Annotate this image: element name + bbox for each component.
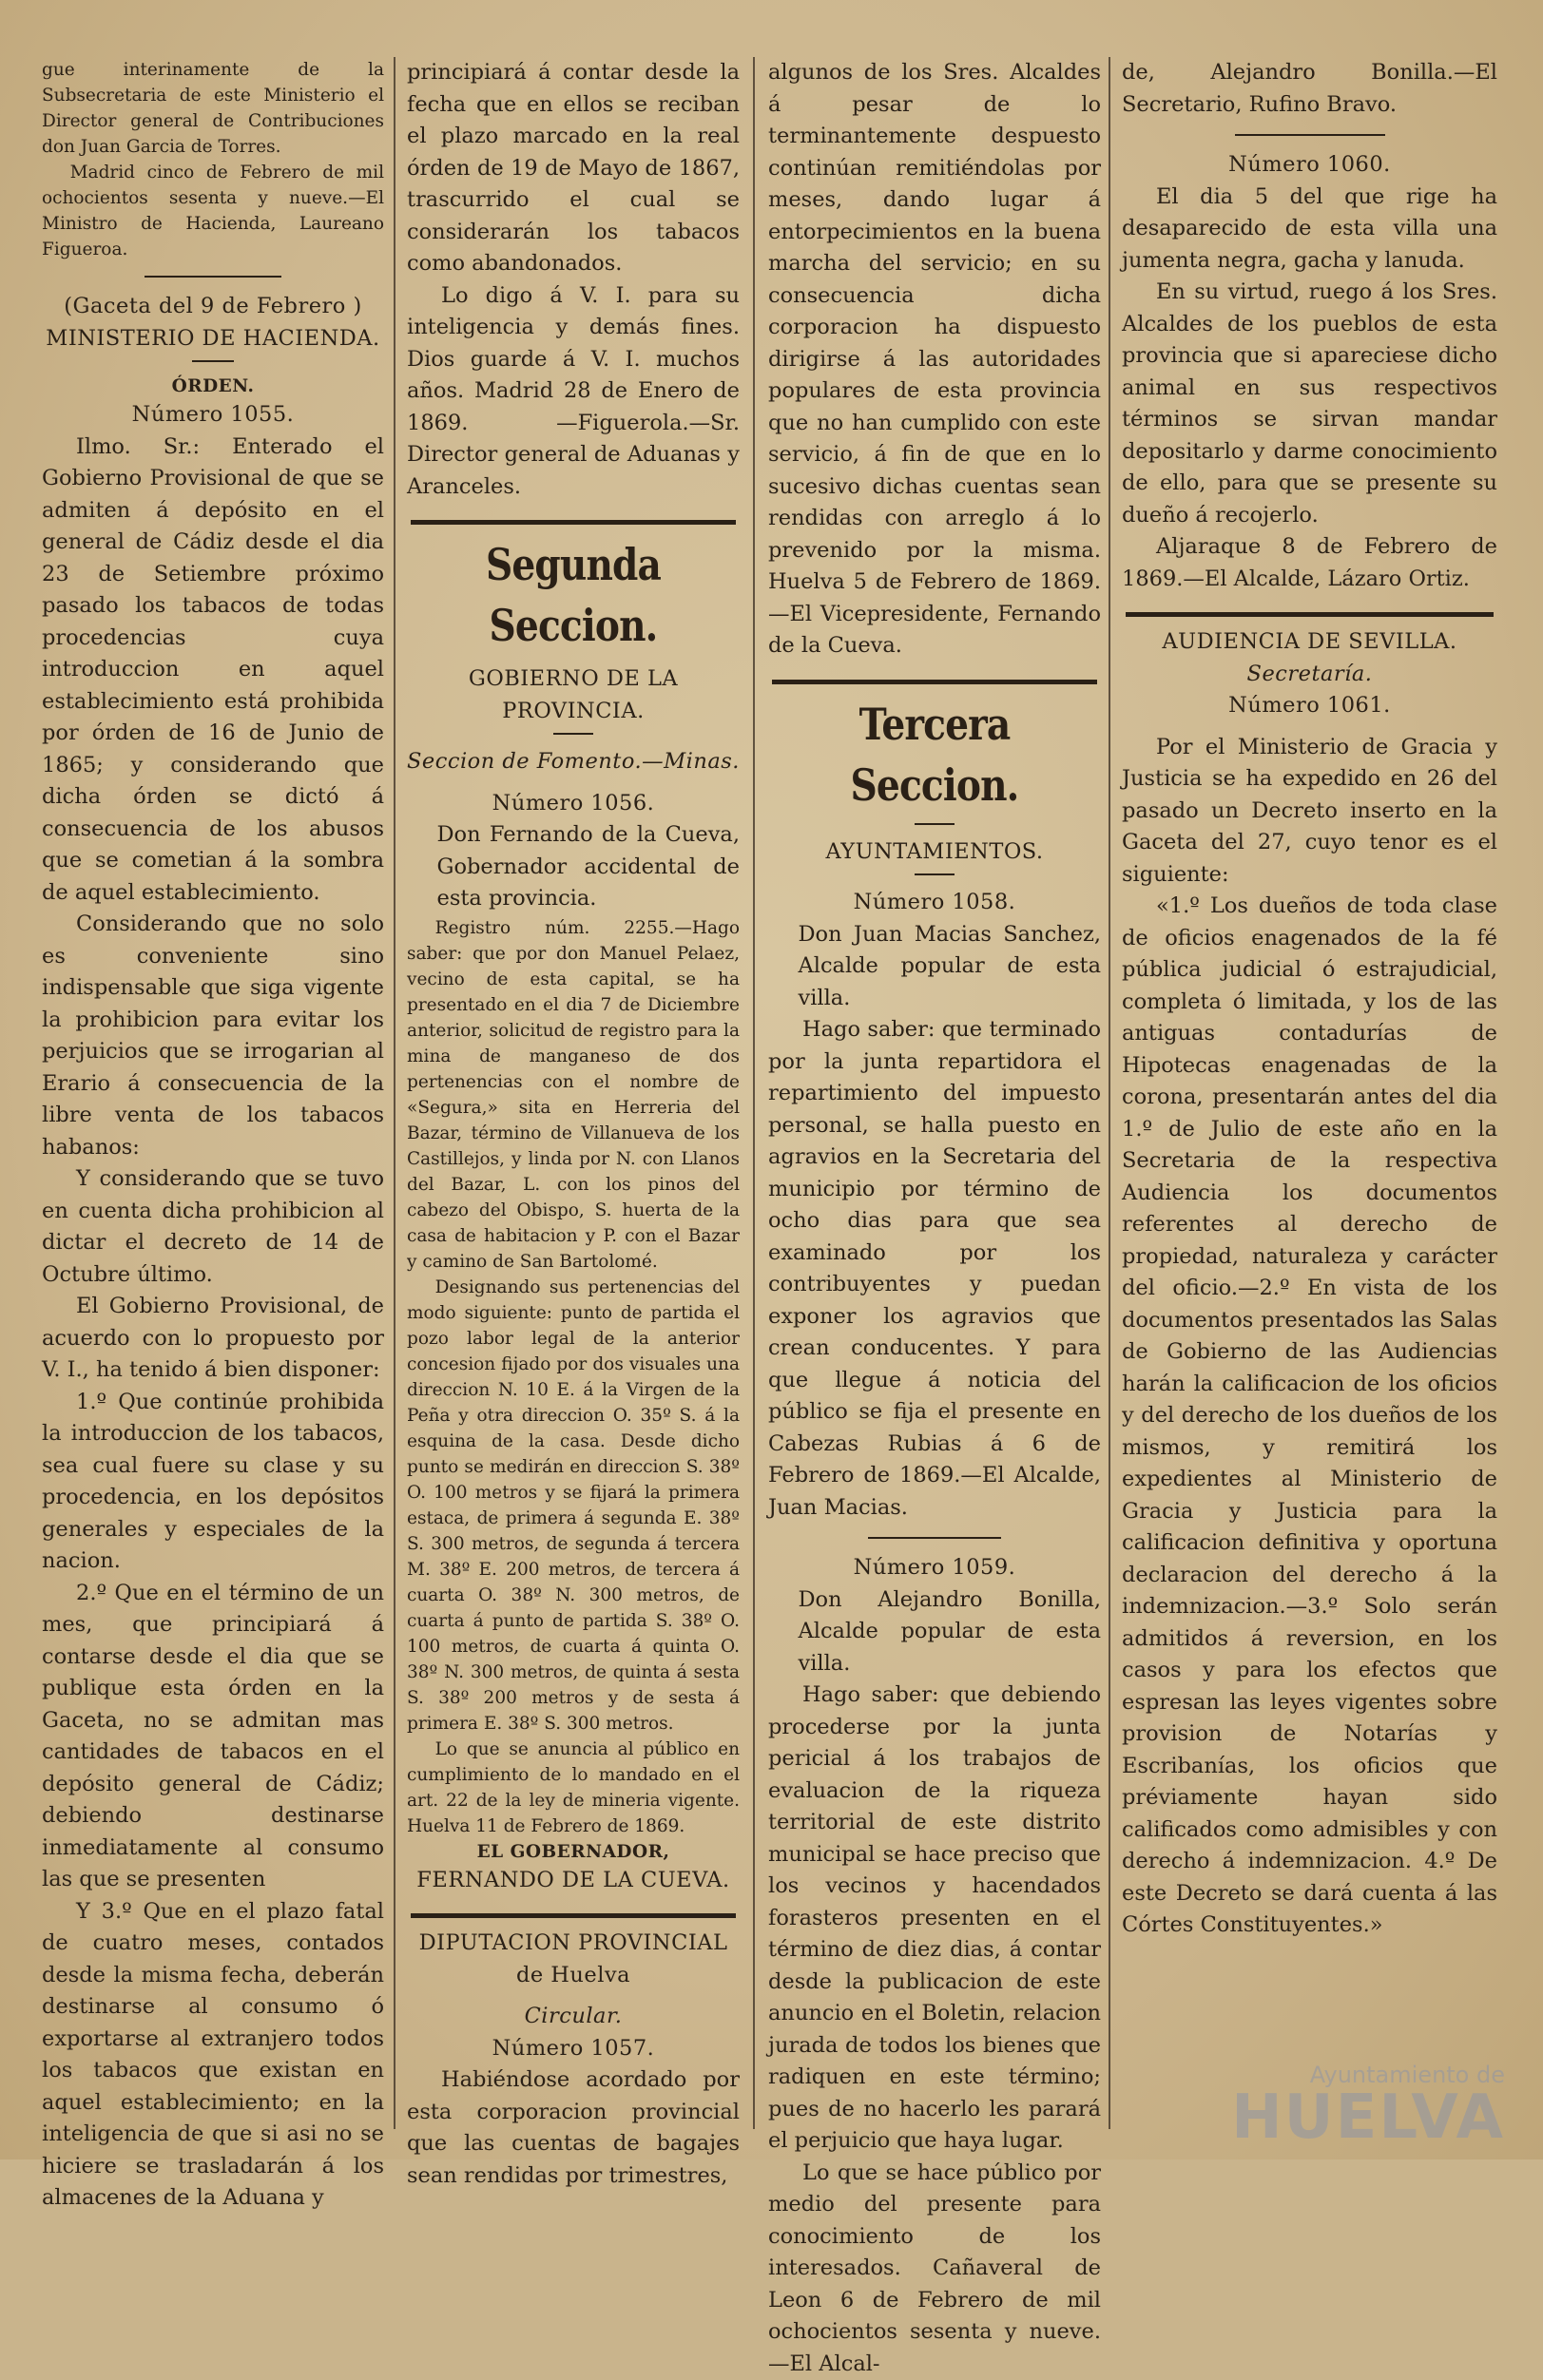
paragraph: Y 3.º Que en el plazo fatal de cuatro meses, contados desde la misma fecha, deberán destinarse al consumo ó exportarse al extranjero todos los tabacos que existan en aquel establecimiento; en la inteligencia de que si asi no se hiciere se trasladarán á los almacenes de la Aduana y bbox=[42, 1896, 384, 2215]
paragraph: gue interinamente de la Subsecretaria de este Ministerio el Director general de Contribuciones don Juan Garcia de Torres. bbox=[42, 57, 384, 160]
subsection-heading: Seccion de Fomento.—Minas. bbox=[407, 746, 740, 778]
column-divider bbox=[394, 57, 395, 2129]
paragraph: Don Fernando de la Cueva, Gobernador accidental de esta provincia. bbox=[407, 819, 740, 915]
notice-number: Número 1057. bbox=[407, 2033, 740, 2065]
government-heading: GOBIERNO DE LA PROVINCIA. bbox=[407, 663, 740, 727]
paragraph: Hago saber: que terminado por la junta repartidora el repartimiento del impuesto personal, se halla puesto en agravios en la Secretaria del municipio por término de ocho dias para que sea examinado por los contribuyentes y puedan exponer los agravios que crean conducentes. Y para que llegue á noticia del público se fija el presente en Cabezas Rubias á 6 de Febrero de 1869.—El Alcalde, Juan Macias. bbox=[768, 1014, 1101, 1524]
paragraph: 2.º Que en el término de un mes, que principiará á contarse desde el dia que se publique esta órden en la Gaceta, no se admitan mas cantidades de tabacos en el depósito general de Cádiz; debiendo destinarse inmediatamente al consumo las que se presenten bbox=[42, 1578, 384, 1896]
separator-rule bbox=[868, 1537, 1001, 1539]
column-2 bbox=[407, 57, 740, 2139]
gaceta-reference: (Gaceta del 9 de Febrero ) bbox=[42, 291, 384, 323]
section-title: Tercera Seccion. bbox=[793, 694, 1076, 816]
orden-heading: ÓRDEN. bbox=[42, 374, 384, 399]
separator-rule bbox=[1235, 134, 1385, 136]
audiencia-heading: AUDIENCIA DE SEVILLA. bbox=[1122, 626, 1497, 659]
notice-number: Número 1061. bbox=[1122, 690, 1497, 722]
paragraph: Lo digo á V. I. para su inteligencia y demás fines. Dios guarde á V. I. muchos años. Madrid 28 de Enero de 1869. —Figuerola.—Sr. Director general de Aduanas y Aranceles. bbox=[407, 280, 740, 504]
section-rule bbox=[411, 520, 736, 525]
paragraph: Aljaraque 8 de Febrero de 1869.—El Alcalde, Lázaro Ortiz. bbox=[1122, 531, 1497, 595]
paragraph: Ilmo. Sr.: Enterado el Gobierno Provisional de que se admiten á depósito en el general de Cádiz desde el dia 23 de Setiembre próximo pasado los tabacos de todas procedencias cuya introduccion en aquel establecimiento está prohibida por órden de 16 de Junio de 1865; y considerando que dicha órden se dictó á consecuencia de los abusos que se cometian á la sombra de aquel establecimiento. bbox=[42, 432, 384, 910]
paragraph: Madrid cinco de Febrero de mil ochocientos sesenta y nueve.—El Ministro de Hacienda, Laureano Figueroa. bbox=[42, 160, 384, 262]
notice-number: Número 1059. bbox=[768, 1552, 1101, 1584]
paragraph: El dia 5 del que rige ha desaparecido de esta villa una jumenta negra, gacha y lanuda. bbox=[1122, 182, 1497, 278]
notice-number: Número 1056. bbox=[407, 788, 740, 820]
secretaria-heading: Secretaría. bbox=[1122, 659, 1497, 691]
watermark-logo bbox=[1231, 2063, 1505, 2148]
section-rule bbox=[772, 680, 1097, 684]
separator-rule bbox=[915, 873, 955, 875]
signature-title: EL GOBERNADOR, bbox=[407, 1839, 740, 1865]
paragraph: Registro núm. 2255.—Hago saber: que por don Manuel Pelaez, vecino de esta capital, se ha presentado en el dia 7 de Diciembre anterior, solicitud de registro para la mina de manganeso de dos pertenencias con el nombre de «Segura,» sita en Herreria del Bazar, término de Villanueva de los Castillejos, y linda por N. con Llanos del Bazar, L. con los pinos del cabezo del Obispo, S. huerta de la casa de habitacion y P. con el Bazar y camino de San Bartolomé. bbox=[407, 915, 740, 1275]
column-3 bbox=[768, 57, 1101, 2139]
column-4 bbox=[1122, 57, 1497, 2139]
diputacion-heading: DIPUTACION PROVINCIAL bbox=[407, 1928, 740, 1960]
paragraph: Lo que se anuncia al público en cumplimiento de lo mandado en el art. 22 de la ley de mineria vigente. Huelva 11 de Febrero de 1869. bbox=[407, 1737, 740, 1839]
paragraph: Designando sus pertenencias del modo siguiente: punto de partida el pozo labor legal de la anterior concesion fijado por dos visuales una direccion N. 10 E. á la Virgen de la Peña y otra direccion O. 35º S. á la esquina de la casa. Desde dicho punto se medirán en direccion S. 38º O. 100 metros y se fijará la primera estaca, de primera á segunda E. 38º S. 300 metros, de segunda á tercera M. 38º E. 200 metros, de tercera á cuarta O. 38º N. 300 metros, de cuarta á punto de partida S. 38º O. 100 metros, de cuarta á quinta O. 38º N. 300 metros, de quinta á sesta S. 38º 200 metros y de sesta á primera E. 38º S. 300 metros. bbox=[407, 1275, 740, 1737]
paragraph: principiará á contar desde la fecha que en ellos se reciban el plazo marcado en la real órden de 19 de Mayo de 1867, trascurrido el cual se considerarán los tabacos como abandonados. bbox=[407, 57, 740, 280]
separator-rule bbox=[553, 733, 593, 735]
paragraph: Don Alejandro Bonilla, Alcalde popular de esta villa. bbox=[768, 1584, 1101, 1680]
separator-rule bbox=[192, 360, 233, 362]
notice-number: Número 1058. bbox=[768, 887, 1101, 919]
paragraph: Hago saber: que debiendo procederse por la junta pericial á los trabajos de evaluacion de la riqueza territorial de este distrito municipal se hace preciso que los vecinos y hacendados forasteros presenten en el término de diez dias, á contar desde la publicacion de este anuncio en el Boletin, relacion jurada de todos los bienes que radiquen en este término; pues de no hacerlo les parará el perjuicio que haya lugar. bbox=[768, 1679, 1101, 2158]
watermark-top-text: Ayuntamiento de bbox=[1231, 2063, 1505, 2087]
paragraph: Lo que se hace público por medio del presente para conocimiento de los interesados. Cañaveral de Leon 6 de Febrero de mil ochocientos sesenta y nueve.—El Alcal- bbox=[768, 2158, 1101, 2380]
section-rule bbox=[411, 1913, 736, 1918]
section-rule bbox=[1126, 612, 1494, 617]
section-title: Segunda Seccion. bbox=[432, 534, 715, 656]
circular-heading: Circular. bbox=[407, 2001, 740, 2033]
notice-number: Número 1060. bbox=[1122, 149, 1497, 182]
paragraph: de, Alejandro Bonilla.—El Secretario, Rufino Bravo. bbox=[1122, 57, 1497, 121]
paragraph: Por el Ministerio de Gracia y Justicia se ha expedido en 26 del pasado un Decreto inserto en la Gaceta del 27, cuyo tenor es el siguiente: bbox=[1122, 732, 1497, 892]
watermark-big-text: HUELVA bbox=[1231, 2087, 1505, 2148]
column-divider bbox=[753, 57, 755, 2129]
paragraph: Y considerando que se tuvo en cuenta dicha prohibicion al dictar el decreto de 14 de Octubre último. bbox=[42, 1163, 384, 1291]
signature-name: FERNANDO DE LA CUEVA. bbox=[407, 1865, 740, 1897]
diputacion-subheading: de Huelva bbox=[407, 1960, 740, 1992]
separator-rule bbox=[145, 276, 281, 278]
paragraph: algunos de los Sres. Alcaldes á pesar de lo terminantemente despuesto continúan remitiéndolas por meses, dando lugar á entorpecimientos en la buena marcha del servicio; en su consecuencia dicha corporacion ha dispuesto dirigirse á las autoridades populares de esta provincia que no han cumplido con este servicio, á fin de que en lo sucesivo dichas cuentas sean rendidas con arreglo á lo prevenido por la misma. Huelva 5 de Febrero de 1869. —El Vicepresidente, Fernando de la Cueva. bbox=[768, 57, 1101, 662]
paragraph: En su virtud, ruego á los Sres. Alcaldes de los pueblos de esta provincia que si apareciese dicho animal en sus respectivos términos se sirvan mandar depositarlo y darme conocimiento de ello, para que se presente su dueño á recojerlo. bbox=[1122, 277, 1497, 531]
paragraph: Habiéndose acordado por esta corporacion provincial que las cuentas de bagajes sean rendidas por trimestres, bbox=[407, 2064, 740, 2192]
paragraph: 1.º Que continúe prohibida la introduccion de los tabacos, sea cual fuere su clase y su procedencia, en los depósitos generales y especiales de la nacion. bbox=[42, 1387, 384, 1578]
paragraph: Considerando que no solo es conveniente sino indispensable que siga vigente la prohibicion para evitar los perjuicios que se irrogarian al Erario á consecuencia de la libre venta de los tabacos habanos: bbox=[42, 909, 384, 1163]
notice-number: Número 1055. bbox=[42, 399, 384, 432]
paragraph: Don Juan Macias Sanchez, Alcalde popular de esta villa. bbox=[768, 919, 1101, 1015]
ayuntamientos-heading: AYUNTAMIENTOS. bbox=[768, 836, 1101, 869]
column-divider bbox=[1109, 57, 1110, 2129]
paragraph: El Gobierno Provisional, de acuerdo con lo propuesto por V. I., ha tenido á bien disponer: bbox=[42, 1291, 384, 1387]
separator-rule bbox=[915, 823, 955, 825]
paragraph: «1.º Los dueños de toda clase de oficios enagenados de la fé pública judicial ó estrajudicial, completa ó limitada, y los de las antiguas contadurías de Hipotecas enagenadas de la corona, presentarán antes del dia 1.º de Julio de este año en la Secretaria de la respectiva Audiencia los documentos referentes al derecho de propiedad, naturaleza y carácter del oficio.—2.º En vista de los documentos presentados las Salas de Gobierno de las Audiencias harán la calificacion de los oficios y del derecho de los dueños de los mismos, y remitirá los expedientes al Ministerio de Gracia y Justicia para la calificacion definitiva y oportuna declaracion del derecho á la indemnizacion.—3.º Solo serán admitidos á reversion, en los casos y para los efectos que espresan las leyes vigentes sobre provision de Notarías y Escribanías, los oficios que préviamente hayan sido calificados como admisibles y con derecho á indemnizacion. 4.º De este Decreto se dará cuenta á las Córtes Constituyentes.» bbox=[1122, 891, 1497, 1942]
ministry-heading: MINISTERIO DE HACIENDA. bbox=[42, 323, 384, 355]
column-1 bbox=[42, 57, 384, 2139]
